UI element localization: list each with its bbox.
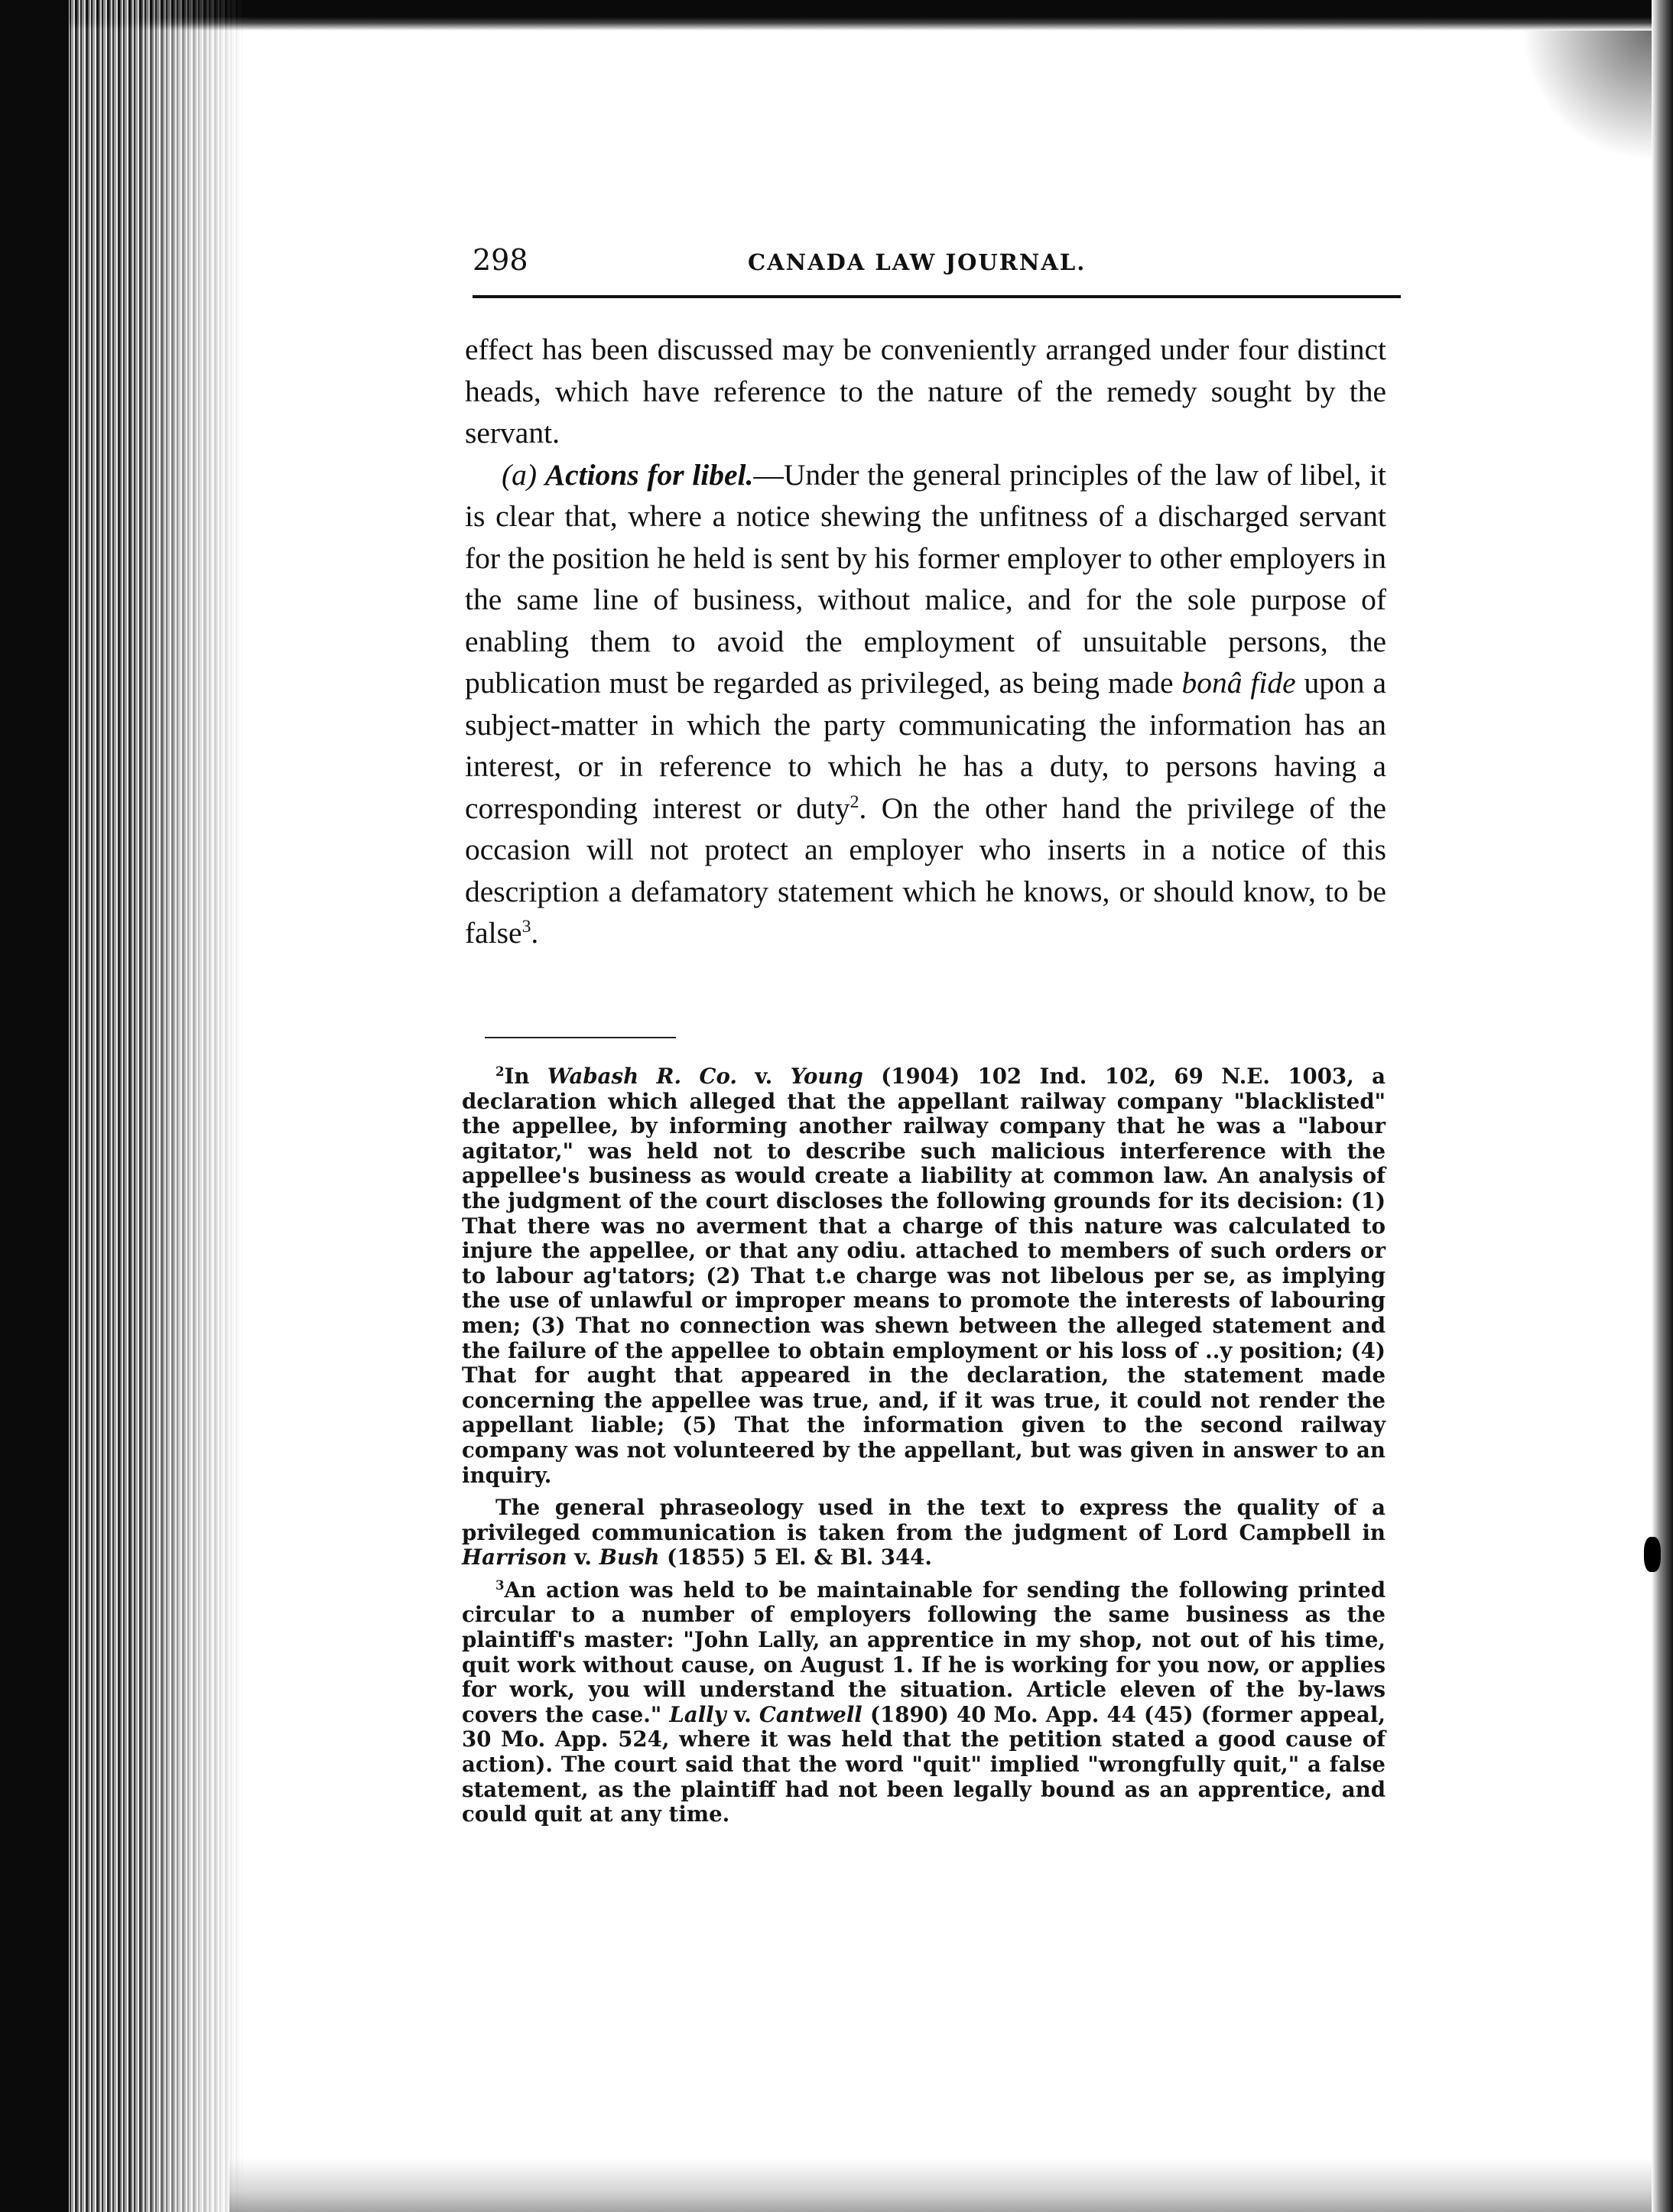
page-number: 298 (473, 243, 528, 277)
bottom-smudge (229, 2158, 1652, 2212)
para2-text-d: . (531, 916, 539, 950)
footnote-ref-2[interactable]: 2 (849, 791, 859, 812)
scan-top-border (0, 0, 1673, 31)
footnote-text: An action was held to be maintainable for sending the following printed circular to a number of employers following the same business as the plaintiff's master: "John Lally, an apprentice in my shop, not out of his time, quit work without cause, on August 1. If he is working for you now, or applies for work, you will understand the situation. Article eleven of the by-laws covers the case." (462, 1577, 1386, 1727)
footnotes (462, 1064, 1386, 1835)
para1-text: effect has been discussed may be conveniently arranged under four distinct heads, which have reference to the nature of the remedy sought by the servant. (465, 333, 1386, 450)
case-name: Bush (599, 1545, 660, 1570)
edge-ink-mark (1644, 1537, 1661, 1572)
scan-right-border (1652, 0, 1673, 2212)
footnote-text: v. (726, 1701, 759, 1727)
footnote-text: The general phraseology used in the text to express the quality of a privileged communication is taken from the judgment of Lord Campbell in (462, 1495, 1386, 1545)
footnote-text: (1890) 40 Mo. App. 44 (45) (former appeal, 30 Mo. App. 524, where it was held that the petition stated a good cause of action). The court said that the word "quit" implied "wrongfully quit," a false statement, as the plaintiff had not been legally bound as an apprentice, and could quit at any time. (462, 1701, 1386, 1827)
footnote-rule (485, 1037, 676, 1038)
para2-text-a: —Under the general principles of the law of libel, it is clear that, where a notice shewing the unfitness of a discharged servant for the position he held is sent by his former employer to other employers in the same line of business, without malice, and for the sole purpose of enabling them to avoid the employment of unsuitable persons, the publication must be regarded as privileged, as being made (465, 457, 1386, 700)
footnote-text: v. (737, 1064, 791, 1089)
footnote-3 (462, 1578, 1386, 1827)
case-name: Harrison (462, 1545, 567, 1570)
section-heading: Actions for libel. (544, 457, 754, 492)
para2-italic: bonâ fide (1181, 666, 1296, 700)
case-name: Young (790, 1064, 863, 1089)
binding-shadow (0, 0, 69, 2212)
footnote-text: In (504, 1064, 547, 1089)
case-name: Lally (669, 1701, 726, 1727)
footnote-text: (1904) 102 Ind. 102, 69 N.E. 1003, a declaration which alleged that the appellant railway company "blacklisted" the appellee, by informing another railway company that he was a "labour agitator," was held not to describe such malicious interference with the appellee's business as would create a liability at common law. An analysis of the judgment of the court discloses the following grounds for its decision: (1) That there was no averment that a charge of this nature was calculated to injure the appellee, or that any odiu. attached to members of such orders or to labour ag'tators; (2) That t.e charge was not libelous per se, as implying the use of unlawful or improper means to promote the interests of labouring men; (3) That no connection was shewn between the alleged statement and the failure of the appellee to obtain employment or his loss of ..y position; (4) That for aught that appeared in the declaration, the statement made concerning the appellee was true, and, if it was true, it could not render the appellant liable; (5) That the information given to the second railway company was not volunteered by the appellant, but was given in answer to an inquiry. (462, 1064, 1386, 1488)
case-name: Wabash R. Co. (547, 1064, 737, 1089)
body-text (465, 329, 1386, 954)
body-paragraph (465, 329, 1386, 454)
footnote-text: (1855) 5 El. & Bl. 344. (659, 1545, 932, 1570)
corner-smudge (1522, 31, 1652, 161)
para2-text-c: . On the other hand the privilege of the occasion will not protect an employer who inserts in a notice of this description a defamatory statement which he knows, or should know, to be false (465, 791, 1386, 950)
header-rule (473, 295, 1401, 298)
running-title: CANADA LAW JOURNAL. (748, 249, 1087, 275)
para2-text-b: upon a subject-matter in which the party communicating the information has an interest, or in reference to which he has a duty, to persons having a corresponding interest or duty (465, 666, 1386, 825)
footnote-marker: 2 (495, 1063, 505, 1079)
body-paragraph (465, 454, 1386, 954)
footnote-text: v. (567, 1545, 599, 1570)
footnote-2 (462, 1064, 1386, 1488)
footnote-ref-3[interactable]: 3 (521, 916, 531, 937)
section-label: (a) (502, 457, 538, 492)
page-header (473, 243, 1401, 277)
footnote-2-continued (462, 1496, 1386, 1570)
footnote-marker: 3 (495, 1577, 505, 1593)
case-name: Cantwell (759, 1701, 862, 1727)
